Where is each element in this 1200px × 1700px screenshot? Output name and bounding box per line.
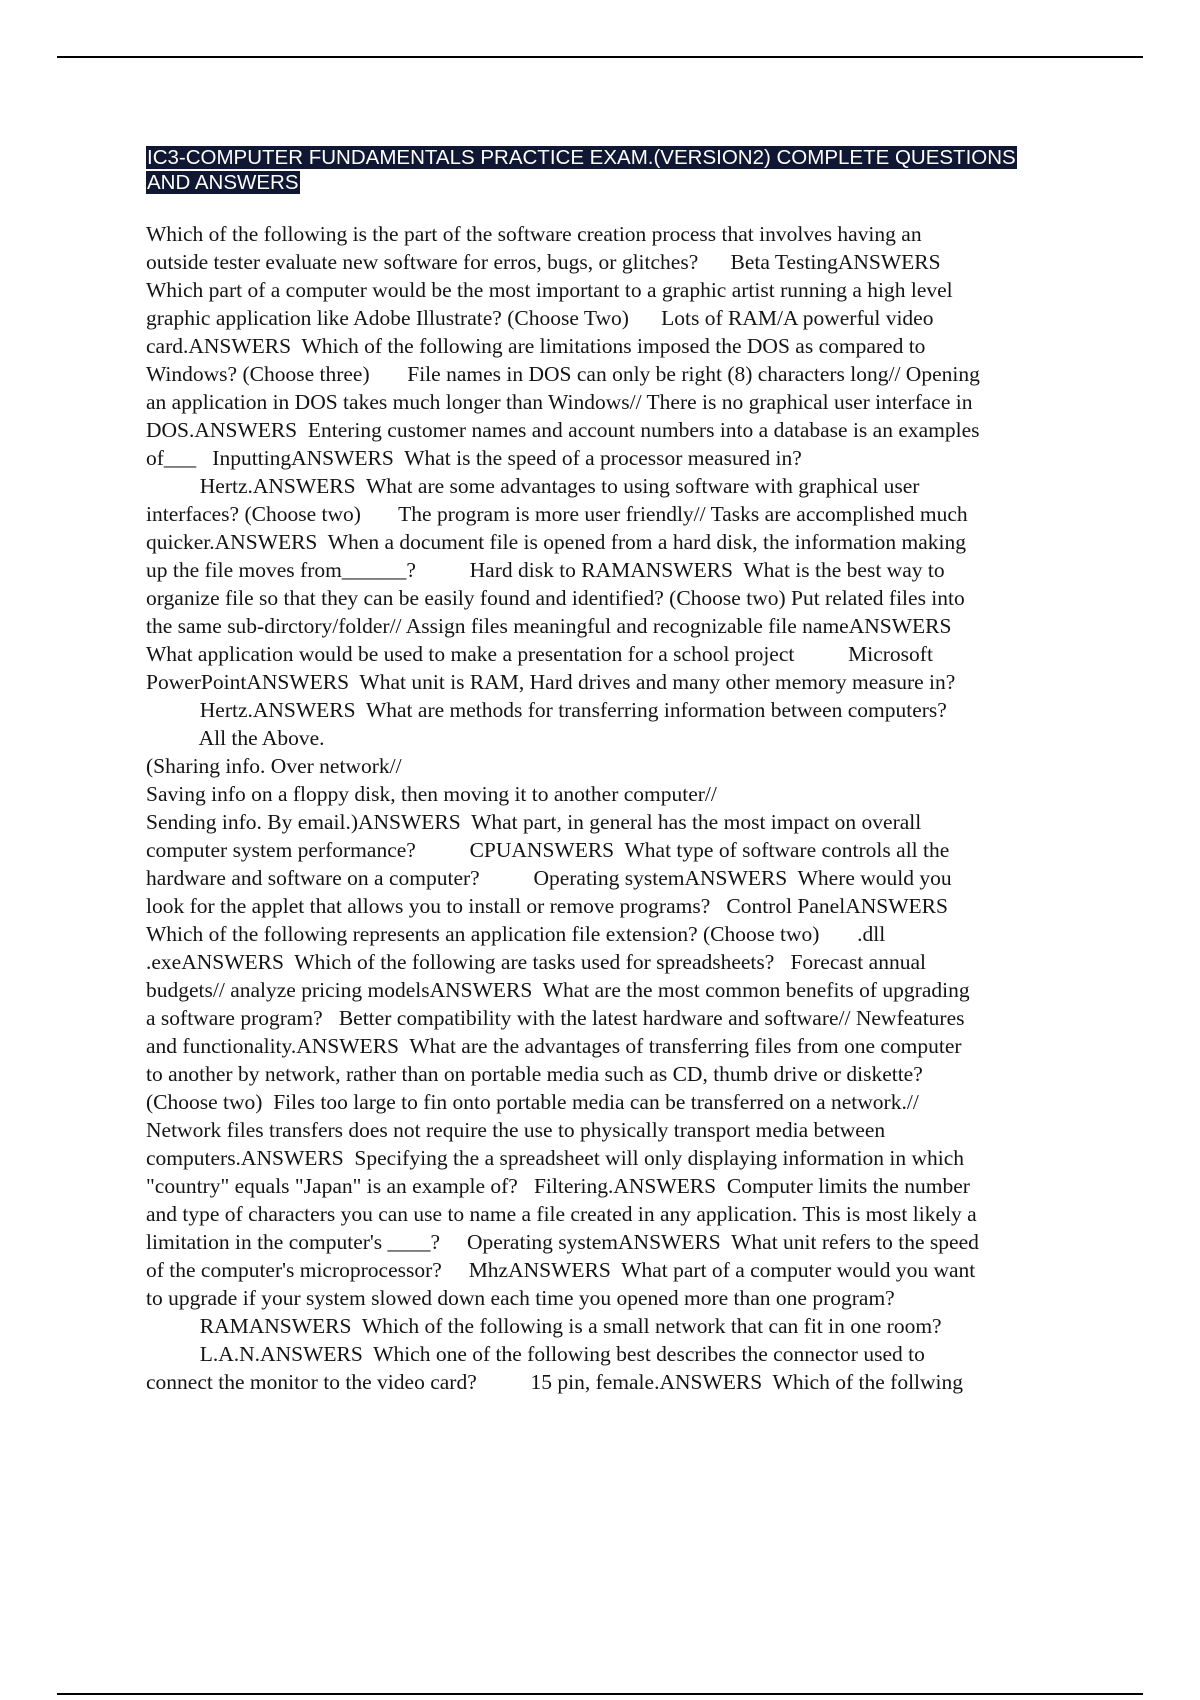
- body-line: the same sub-dirctory/folder// Assign files meaningful and recognizable file nameANSWERS: [146, 614, 952, 638]
- body-line: interfaces? (Choose two) The program is more user friendly// Tasks are accomplished much: [146, 502, 968, 526]
- body-line: quicker.ANSWERS When a document file is opened from a hard disk, the information making: [146, 530, 967, 554]
- body-line: up the file moves from______? Hard disk to RAMANSWERS What is the best way to: [146, 558, 945, 582]
- body-line: card.ANSWERS Which of the following are limitations imposed the DOS as compared to: [146, 334, 926, 358]
- body-line: to another by network, rather than on portable media such as CD, thumb drive or diskette?: [146, 1062, 923, 1086]
- body-line: organize file so that they can be easily found and identified? (Choose two) Put related files into: [146, 586, 965, 610]
- body-line: look for the applet that allows you to install or remove programs? Control PanelANSWERS: [146, 894, 948, 918]
- body-line: All the Above.: [146, 726, 325, 750]
- body-line: of___ InputtingANSWERS What is the speed of a processor measured in?: [146, 446, 802, 470]
- body-line: Which of the following is the part of the software creation process that involves having an: [146, 222, 922, 246]
- body-line: Saving info on a floppy disk, then moving it to another computer//: [146, 782, 717, 806]
- body-line: Sending info. By email.)ANSWERS What part, in general has the most impact on overall: [146, 810, 922, 834]
- document-body: [146, 220, 1091, 1396]
- body-line: L.A.N.ANSWERS Which one of the following best describes the connector used to: [146, 1342, 925, 1366]
- top-rule: [57, 56, 1143, 58]
- title-line-1: IC3-COMPUTER FUNDAMENTALS PRACTICE EXAM.(VERSION2) COMPLETE QUESTIONS: [147, 146, 1016, 169]
- body-line: a software program? Better compatibility with the latest hardware and software// Newfeatures: [146, 1006, 965, 1030]
- body-line: computer system performance? CPUANSWERS What type of software controls all the: [146, 838, 950, 862]
- body-line: (Sharing info. Over network//: [146, 754, 402, 778]
- body-line: Hertz.ANSWERS What are some advantages to using software with graphical user: [146, 474, 920, 498]
- body-line: an application in DOS takes much longer than Windows// There is no graphical user interface in: [146, 390, 973, 414]
- body-line: and functionality.ANSWERS What are the advantages of transferring files from one computer: [146, 1034, 962, 1058]
- body-line: RAMANSWERS Which of the following is a small network that can fit in one room?: [146, 1314, 942, 1338]
- body-line: limitation in the computer's ____? Operating systemANSWERS What unit refers to the speed: [146, 1230, 979, 1254]
- body-line: PowerPointANSWERS What unit is RAM, Hard drives and many other memory measure in?: [146, 670, 956, 694]
- body-line: connect the monitor to the video card? 15 pin, female.ANSWERS Which of the follwing: [146, 1370, 964, 1394]
- body-line: budgets// analyze pricing modelsANSWERS What are the most common benefits of upgrading: [146, 978, 970, 1002]
- body-line: Windows? (Choose three) File names in DOS can only be right (8) characters long// Opening: [146, 362, 980, 386]
- body-line: Hertz.ANSWERS What are methods for transferring information between computers?: [146, 698, 947, 722]
- body-line: Which of the following represents an application file extension? (Choose two) .dll: [146, 922, 886, 946]
- body-line: (Choose two) Files too large to fin onto portable media can be transferred on a network.//: [146, 1090, 919, 1114]
- body-line: hardware and software on a computer? Operating systemANSWERS Where would you: [146, 866, 952, 890]
- body-line: outside tester evaluate new software for erros, bugs, or glitches? Beta TestingANSWERS: [146, 250, 941, 274]
- body-line: computers.ANSWERS Specifying the a spreadsheet will only displaying information in which: [146, 1146, 965, 1170]
- title-line-2: AND ANSWERS: [147, 170, 299, 194]
- body-line: graphic application like Adobe Illustrate? (Choose Two) Lots of RAM/A powerful video: [146, 306, 934, 330]
- body-line: Network files transfers does not require the use to physically transport media between: [146, 1118, 886, 1142]
- body-line: Which part of a computer would be the most important to a graphic artist running a high level: [146, 278, 953, 302]
- body-line: of the computer's microprocessor? MhzANSWERS What part of a computer would you want: [146, 1258, 976, 1282]
- bottom-rule: [57, 1693, 1143, 1695]
- body-line: What application would be used to make a presentation for a school project Microsoft: [146, 642, 933, 666]
- body-line: to upgrade if your system slowed down each time you opened more than one program?: [146, 1286, 895, 1310]
- body-line: and type of characters you can use to name a file created in any application. This is most likely a: [146, 1202, 977, 1226]
- page-title: [146, 146, 1091, 195]
- body-line: DOS.ANSWERS Entering customer names and account numbers into a database is an examples: [146, 418, 980, 442]
- body-line: .exeANSWERS Which of the following are tasks used for spreadsheets? Forecast annual: [146, 950, 926, 974]
- body-line: "country" equals "Japan" is an example of? Filtering.ANSWERS Computer limits the number: [146, 1174, 970, 1198]
